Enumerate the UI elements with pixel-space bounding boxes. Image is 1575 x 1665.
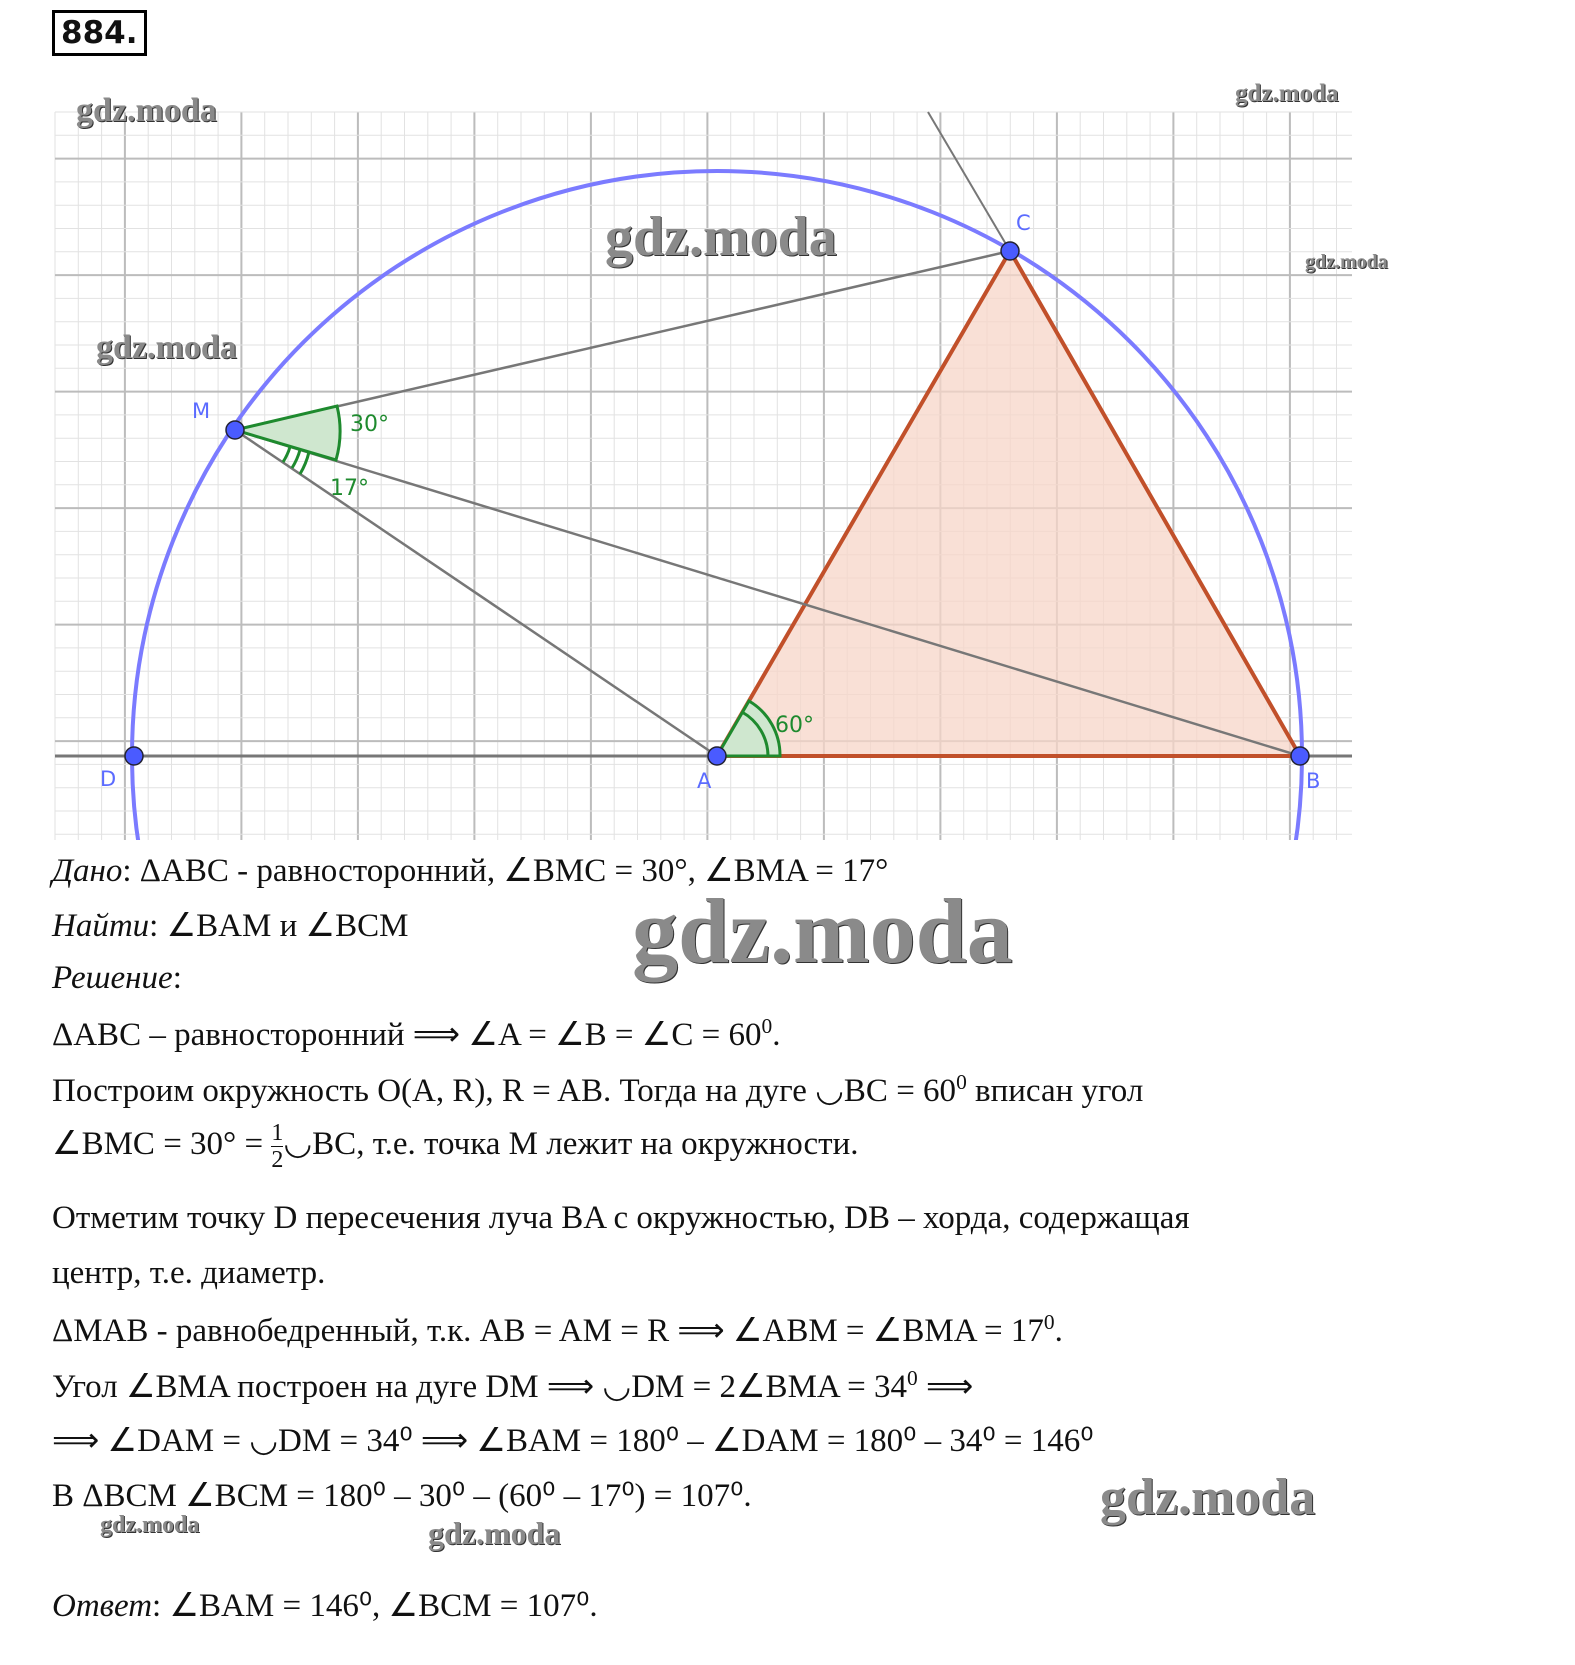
fraction-one-half: $\frac{1}{2}$ bbox=[271, 1120, 284, 1173]
point-b bbox=[1291, 747, 1309, 765]
watermark: gdz.moda bbox=[1100, 1469, 1316, 1526]
watermark: gdz.moda bbox=[96, 329, 237, 366]
watermark: gdz.moda bbox=[428, 1515, 561, 1551]
watermark: gdz.moda bbox=[605, 206, 837, 268]
solution-step-5: центр, т.е. диаметр. bbox=[52, 1255, 326, 1291]
solution-heading: Решение: bbox=[52, 960, 182, 996]
label-b: B bbox=[1306, 769, 1321, 793]
point-d bbox=[125, 747, 143, 765]
solution-step-7: Угол ∠BMA построен на дуге DM ⟹ ◡DM = 2∠BMA = $34^0$ ⟹ bbox=[52, 1366, 974, 1405]
triangle-abc bbox=[717, 251, 1300, 756]
solution-step-8: ⟹ ∠DAM = ◡DM = 34⁰ ⟹ ∠BAM = 180⁰ – ∠DAM = 180⁰ – 34⁰ = 146⁰ bbox=[52, 1423, 1094, 1459]
given-line: Дано: ΔABC - равносторонний, ∠BMC = 30°, ∠BMA = 17° bbox=[52, 853, 889, 889]
label-d: D bbox=[100, 767, 117, 791]
angle-label-bmc: 30° bbox=[350, 412, 389, 437]
segment-ma bbox=[235, 430, 717, 756]
solution-step-2: Построим окружность O(A, R), R = AB. Тогда на дуге ◡BC = $60^0$ вписан угол bbox=[52, 1070, 1144, 1109]
point-c bbox=[1001, 242, 1019, 260]
solution-step-1: ΔABC – равносторонний ⟹ ∠A = ∠B = ∠C = $60^0$. bbox=[52, 1014, 781, 1053]
angle-label-a: 60° bbox=[775, 713, 814, 738]
angle-label-bma: 17° bbox=[330, 476, 369, 501]
label-m: M bbox=[192, 399, 211, 423]
label-c: C bbox=[1016, 211, 1031, 235]
find-line: Найти: ∠BAM и ∠BCM bbox=[52, 908, 409, 944]
point-m bbox=[226, 421, 244, 439]
problem-number: 884. bbox=[52, 10, 147, 56]
watermark: gdz.moda bbox=[1305, 251, 1388, 273]
answer-line: Ответ: ∠BAM = 146⁰, ∠BCM = 107⁰. bbox=[52, 1588, 598, 1624]
watermark: gdz.moda bbox=[100, 1512, 200, 1538]
solution-step-3: ∠BMC = 30° = $\frac{1}{2}$ ◡BC, т.е. точка M лежит на окружности. bbox=[52, 1120, 859, 1173]
solution-step-9: В ΔBCM ∠BCM = 180⁰ – 30⁰ – (60⁰ – 17⁰) = 107⁰. bbox=[52, 1478, 752, 1514]
watermark: gdz.moda bbox=[76, 92, 217, 129]
solution-step-6: ΔMAB - равнобедренный, т.к. AB = AM = R ⟹ ∠ABM = ∠BMA = $17^0$. bbox=[52, 1310, 1063, 1349]
solution-step-4: Отметим точку D пересечения луча BA с окружностью, DB – хорда, содержащая bbox=[52, 1200, 1190, 1236]
point-a bbox=[708, 747, 726, 765]
watermark: gdz.moda bbox=[1235, 80, 1339, 107]
watermark: gdz.moda bbox=[632, 880, 1013, 982]
label-a: A bbox=[697, 769, 712, 793]
angle-bma-marker bbox=[283, 447, 290, 462]
